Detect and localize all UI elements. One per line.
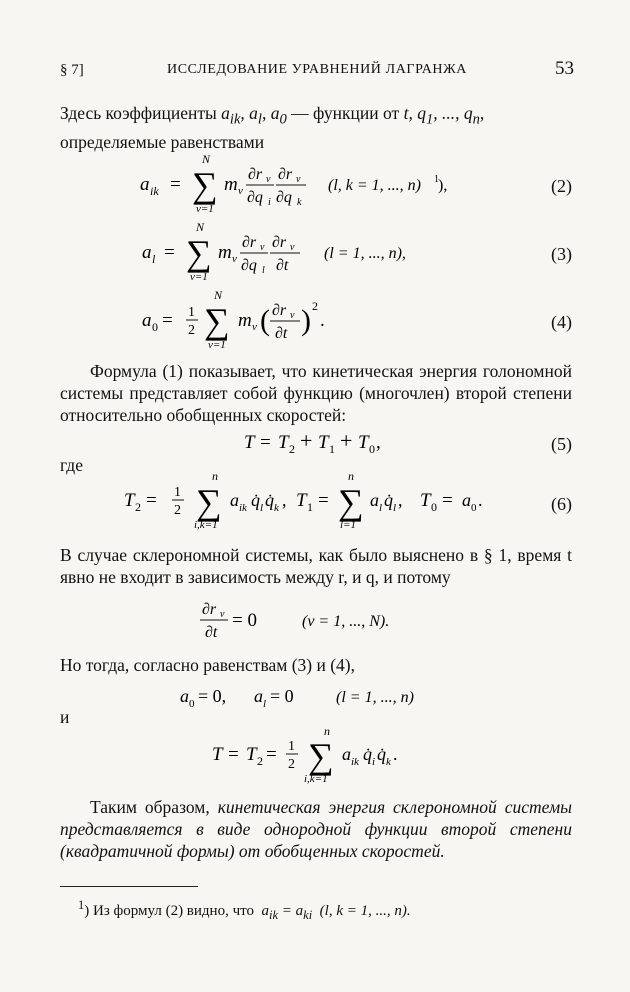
running-title: ИССЛЕДОВАНИЕ УРАВНЕНИЙ ЛАГРАНЖА <box>166 62 467 77</box>
svg-text:a: a <box>254 686 263 706</box>
svg-text:∑: ∑ <box>192 165 218 205</box>
svg-text:∂t: ∂t <box>205 624 218 641</box>
svg-text:1: 1 <box>174 485 181 500</box>
svg-text:=: = <box>442 490 453 511</box>
svg-text:1: 1 <box>307 500 313 514</box>
intro-text-a: Здесь коэффициенты <box>60 103 222 123</box>
svg-text:N: N <box>196 220 205 234</box>
equation-4 <box>142 288 372 358</box>
equation-a-zero <box>180 682 470 712</box>
svg-text:ν: ν <box>252 321 257 333</box>
eq2-number: (2) <box>551 176 572 196</box>
svg-text:∂r: ∂r <box>278 166 293 183</box>
svg-text:ν=1: ν=1 <box>208 339 226 351</box>
svg-text:∂r: ∂r <box>248 166 263 183</box>
svg-text:2: 2 <box>188 323 195 338</box>
section-mark: § 7] <box>60 62 84 78</box>
svg-text:m: m <box>224 174 238 195</box>
svg-text:ν: ν <box>238 185 243 197</box>
svg-text:T: T <box>296 490 307 511</box>
svg-text:=: = <box>266 744 277 765</box>
svg-text:a: a <box>230 490 239 510</box>
footnote: $^1$) Из формул (2) видно, что $a_{ik} = a_{ki}$ (l, k = 1, ..., n). <box>78 898 411 922</box>
svg-text:0: 0 <box>431 500 437 514</box>
svg-text:=: = <box>170 174 181 195</box>
then-paragraph: Но тогда, согласно равенствам (3) и (4), <box>60 655 355 675</box>
svg-text:a: a <box>180 686 189 706</box>
svg-text:m: m <box>238 310 252 331</box>
svg-text:.: . <box>320 310 325 331</box>
svg-text:q̇: q̇ <box>363 744 372 764</box>
conclusion-paragraph <box>60 796 572 862</box>
equation-2 <box>140 152 448 222</box>
equation-3 <box>142 220 462 290</box>
footnote-rule <box>60 886 198 887</box>
svg-text:ν: ν <box>232 253 237 265</box>
svg-text:=: = <box>260 432 271 453</box>
svg-text:∂r: ∂r <box>202 601 217 618</box>
svg-text:=: = <box>164 242 175 263</box>
svg-text:= 0: = 0 <box>270 686 294 706</box>
svg-text:l: l <box>152 252 156 266</box>
svg-text:N: N <box>202 152 211 166</box>
svg-text:0: 0 <box>369 442 375 456</box>
page-number: 53 <box>555 58 574 79</box>
equation-T-quadratic <box>212 726 452 788</box>
svg-text:n: n <box>324 724 330 738</box>
equation-dr-dt-zero <box>200 596 440 644</box>
svg-text:l: l <box>260 502 264 514</box>
svg-text:N: N <box>214 288 223 302</box>
svg-text:1: 1 <box>329 442 335 456</box>
svg-text:∂r: ∂r <box>272 302 287 319</box>
svg-text:= 0: = 0 <box>232 610 257 631</box>
svg-text:2: 2 <box>288 757 295 772</box>
eq6-number: (6) <box>551 494 572 514</box>
intro-text-c: определяемые равенствами <box>60 131 265 152</box>
svg-text:=: = <box>228 744 239 765</box>
svg-text:∑: ∑ <box>308 736 334 776</box>
svg-text:0: 0 <box>471 502 477 514</box>
svg-text:a: a <box>370 490 379 510</box>
eq3-condition: (l = 1, ..., n), <box>324 245 406 262</box>
svg-text:i,k=1: i,k=1 <box>194 519 218 531</box>
svg-text:∂q: ∂q <box>247 189 263 206</box>
svg-text:∂t: ∂t <box>276 257 289 274</box>
svg-text:+: + <box>300 428 313 453</box>
svg-text:ν: ν <box>290 310 295 321</box>
svg-text:ν: ν <box>266 174 271 185</box>
svg-text:2: 2 <box>174 503 181 518</box>
svg-text:=: = <box>146 490 157 511</box>
svg-text:= 0,: = 0, <box>198 686 227 706</box>
svg-text:T: T <box>420 490 431 511</box>
svg-text:2: 2 <box>257 754 263 768</box>
svg-text:a: a <box>140 174 150 195</box>
l-condition: (l = 1, ..., n) <box>336 689 414 706</box>
svg-text:1: 1 <box>434 174 439 185</box>
svg-text:ik: ik <box>150 184 159 198</box>
svg-text:l: l <box>263 698 267 710</box>
svg-text:∂r: ∂r <box>272 234 287 251</box>
svg-text:0: 0 <box>152 320 158 334</box>
eq3-number: (3) <box>551 244 572 264</box>
svg-text:∑: ∑ <box>204 301 230 341</box>
svg-text:m: m <box>218 242 232 263</box>
svg-text:ik: ik <box>239 502 247 514</box>
svg-text:),: ), <box>438 177 448 194</box>
svg-text:l: l <box>393 502 397 514</box>
svg-text:n: n <box>212 469 218 483</box>
svg-text:ν: ν <box>260 242 265 253</box>
intro-paragraph <box>60 102 572 153</box>
svg-text:T: T <box>358 432 369 453</box>
eq2-condition: (l, k = 1, ..., n) <box>328 177 421 194</box>
eq5-number: (5) <box>551 434 572 454</box>
svg-text:,: , <box>398 490 403 510</box>
svg-text:k: k <box>274 502 279 514</box>
where-word: где <box>60 455 83 475</box>
svg-text:ν: ν <box>296 174 301 185</box>
svg-text:T: T <box>212 744 223 765</box>
coef-a-ik: $a_{ik}$, $a_l$, $a_0$ <box>221 103 287 128</box>
svg-text:q̇: q̇ <box>384 490 393 510</box>
svg-text:2: 2 <box>135 500 141 514</box>
equation-5 <box>244 424 424 460</box>
svg-text:T: T <box>278 432 289 453</box>
svg-text:(: ( <box>260 304 270 337</box>
svg-text:,: , <box>282 490 287 510</box>
svg-text:k: k <box>386 756 391 768</box>
running-header <box>60 60 574 84</box>
svg-text:.: . <box>478 490 483 510</box>
svg-text:,: , <box>376 432 381 453</box>
svg-text:ν=1: ν=1 <box>196 203 214 215</box>
svg-text:ν: ν <box>220 609 225 620</box>
equation-6 <box>124 470 524 536</box>
svg-text:k: k <box>297 197 302 208</box>
nu-condition: (ν = 1, ..., N). <box>302 613 390 630</box>
svg-text:l=1: l=1 <box>340 519 356 531</box>
svg-text:a: a <box>342 744 351 764</box>
svg-text:.: . <box>393 744 398 764</box>
svg-text:1: 1 <box>188 305 195 320</box>
svg-text:ν: ν <box>290 242 295 253</box>
svg-text:∑: ∑ <box>196 482 222 522</box>
svg-text:i: i <box>268 197 271 208</box>
eq4-number: (4) <box>551 312 572 332</box>
svg-text:+: + <box>340 428 353 453</box>
footnote-text: Из формул (2) видно, что <box>93 903 254 919</box>
svg-text:1: 1 <box>288 739 295 754</box>
svg-text:∂q: ∂q <box>276 189 292 206</box>
svg-text:T: T <box>318 432 329 453</box>
svg-text:∂q: ∂q <box>241 257 257 274</box>
svg-text:0: 0 <box>189 698 195 710</box>
formula-1-paragraph: Формула (1) показывает, что кинетическая энергия голономной системы представляет собой функцию (многочлен) второй степени относительно обобщенных скоростей: <box>60 361 572 425</box>
scleronomic-paragraph: В случае склерономной системы, как было выяснено в § 1, время t явно не входит в зависимость между r, и q, и потому <box>60 545 572 587</box>
svg-text:∑: ∑ <box>338 482 364 522</box>
svg-text:2: 2 <box>312 299 318 313</box>
svg-text:=: = <box>318 490 329 511</box>
svg-text:∂r: ∂r <box>242 234 257 251</box>
svg-text:∑: ∑ <box>186 233 212 273</box>
conclusion-text-a: Таким образом, <box>90 797 218 817</box>
svg-text:ν=1: ν=1 <box>190 271 208 283</box>
and-word: и <box>60 707 70 727</box>
svg-text:2: 2 <box>289 442 295 456</box>
svg-text:i: i <box>372 756 376 768</box>
svg-text:q̇: q̇ <box>251 490 260 510</box>
svg-text:T: T <box>246 744 257 765</box>
svg-text:): ) <box>301 304 311 337</box>
svg-text:i,k=1: i,k=1 <box>304 773 328 785</box>
svg-text:l: l <box>262 265 265 276</box>
svg-text:∂t: ∂t <box>275 325 288 342</box>
svg-text:a: a <box>142 242 152 263</box>
svg-text:a: a <box>142 310 152 331</box>
svg-text:a: a <box>462 490 471 510</box>
svg-text:l: l <box>379 502 383 514</box>
svg-text:T: T <box>244 432 255 453</box>
intro-vars: t, $q_1$, ..., $q_n$, <box>403 103 485 128</box>
footnote-condition: (l, k = 1, ..., n). <box>319 903 411 919</box>
intro-text-b: — функции от <box>286 103 404 123</box>
conclusion-text-b: кинетическая энергия склерономной системы представляется в виде однородной функции второй степени (квадратичной формы) от обобщенных скоростей. <box>60 797 573 861</box>
svg-text:q̇: q̇ <box>265 490 274 510</box>
svg-text:q̇: q̇ <box>377 744 386 764</box>
svg-text:ik: ik <box>351 756 359 768</box>
svg-text:T: T <box>124 490 135 511</box>
svg-text:n: n <box>348 469 354 483</box>
svg-text:=: = <box>162 310 173 331</box>
